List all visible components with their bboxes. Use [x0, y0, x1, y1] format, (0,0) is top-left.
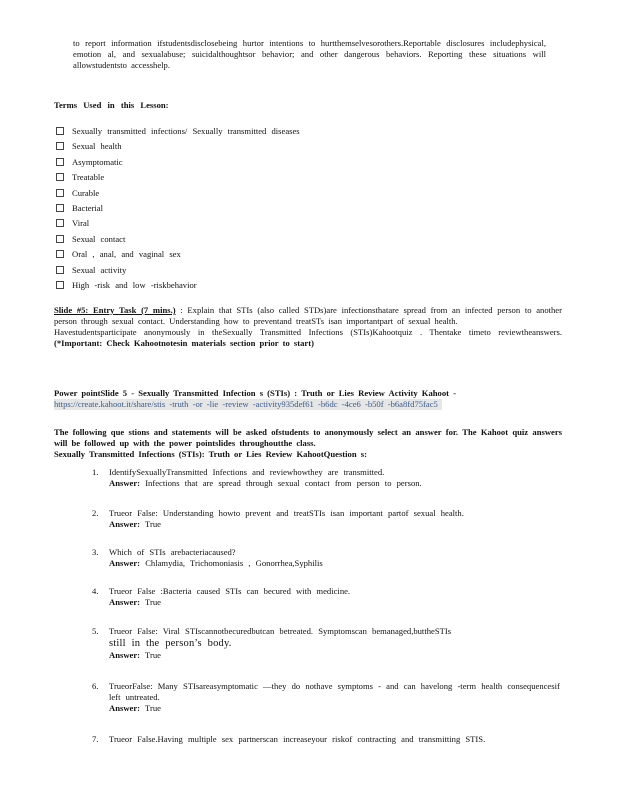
question-item [92, 681, 562, 734]
question-number: 6. [92, 681, 99, 691]
slide5-participate: Havestudentsparticipate anonymously in theSexually Transmitted Infections (STIs)Kahootquiz . Thentake timeto reviewtheanswers. [54, 327, 562, 337]
terms-heading: Terms Used in this Lesson: [54, 100, 169, 110]
question-number: 4. [92, 586, 99, 596]
question-text: Which of STIs arebacteriacaused? [109, 547, 236, 557]
slide5-section [54, 305, 562, 349]
list-item: Bacterial [56, 201, 300, 216]
checkbox-bullet-icon [56, 204, 64, 212]
answer-label: Answer: [109, 650, 141, 660]
answer-label: Answer: [109, 519, 141, 529]
question-item [92, 467, 562, 508]
answer-label: Answer: [109, 478, 141, 488]
list-item: Sexually transmitted infections/ Sexually transmitted diseases [56, 124, 300, 139]
question-number: 1. [92, 467, 99, 477]
intro-paragraph: to report information ifstudentsdisclosebeing hurtor intentions to hurtthemselvesorothers.Reportable disclosures includephysical, emotion al, and sexualabuse; suicidalthoughtsor behavior; and other dangerous behaviors. Reporting these situations will allowstudentsto accesshelp. [73, 38, 546, 70]
kahoot-title: Sexually Transmitted Infections (STIs): Truth or Lies Review KahootQuestion s: [54, 449, 367, 459]
list-item: Sexual activity [56, 263, 300, 278]
kahoot-section [54, 427, 562, 460]
answer-text: True [145, 597, 161, 607]
list-item: High -risk and low -riskbehavior [56, 278, 300, 293]
powerpoint-section [54, 388, 562, 410]
terms-list [56, 124, 300, 293]
checkbox-bullet-icon [56, 266, 64, 274]
answer-text: True [145, 650, 161, 660]
list-item: Curable [56, 186, 300, 201]
answer-text: Chlamydia, Trichomoniasis , Gonorrhea,Syphilis [145, 558, 323, 568]
question-number: 5. [92, 626, 99, 636]
list-item: Treatable [56, 170, 300, 185]
powerpoint-title: Power pointSlide 5 - Sexually Transmitted Infection s (STIs) : Truth or Lies Review Activity Kahoot - [54, 388, 457, 398]
question-item [92, 586, 562, 626]
question-item [92, 547, 562, 586]
question-text: Trueor False: Viral STIscannotbecuredbutcan betreated. Symptomscan bemanaged,buttheSTIs [109, 626, 452, 636]
answer-label: Answer: [109, 703, 141, 713]
kahoot-link[interactable]: https://create.kahoot.it/share/stis -truth -or -lie -review -activity935def61 -b6dc -4ce6 -b50f -b6a8fd75fac5 [54, 399, 442, 410]
answer-label: Answer: [109, 558, 141, 568]
question-text-continued: still in the person’s body. [109, 638, 232, 649]
question-text: TrueorFalse: Many STIsareasymptomatic —they do nothave symptoms - and can havelong -term health consequencesif left untreated. [109, 681, 560, 702]
kahoot-intro: The following que stions and statements will be asked ofstudents to anonymously select an answer for. The Kahoot quiz answers will be followed up with the power pointslides throughoutthe class. [54, 427, 562, 448]
question-item [92, 626, 562, 681]
checkbox-bullet-icon [56, 235, 64, 243]
checkbox-bullet-icon [56, 173, 64, 181]
question-text: IdentifySexuallyTransmitted Infections and reviewhowthey are transmitted. [109, 467, 385, 477]
answer-label: Answer: [109, 597, 141, 607]
checkbox-bullet-icon [56, 158, 64, 166]
question-item [92, 508, 562, 547]
checkbox-bullet-icon [56, 281, 64, 289]
checkbox-bullet-icon [56, 219, 64, 227]
question-number: 7. [92, 734, 99, 744]
question-text: Trueor False.Having multiple sex partnerscan increaseyour riskof contracting and transmitting STIS. [109, 734, 486, 744]
slide5-label: Slide #5: Entry Task (7 mins.) [54, 305, 176, 315]
checkbox-bullet-icon [56, 189, 64, 197]
question-item [92, 734, 562, 745]
list-item: Viral [56, 216, 300, 231]
question-text: Trueor False: Understanding howto prevent and treatSTIs isan important partof sexual health. [109, 508, 464, 518]
list-item: Sexual contact [56, 232, 300, 247]
checkbox-bullet-icon [56, 142, 64, 150]
list-item: Oral , anal, and vaginal sex [56, 247, 300, 262]
list-item: Sexual health [56, 139, 300, 154]
list-item: Asymptomatic [56, 155, 300, 170]
question-number: 3. [92, 547, 99, 557]
answer-text: True [145, 519, 161, 529]
slide5-important-note: (*Important: Check Kahootnotesin materials section prior to start) [54, 338, 314, 348]
question-text: Trueor False :Bacteria caused STIs can becured with medicine. [109, 586, 351, 596]
answer-text: Infections that are spread through sexual contact from person to person. [145, 478, 422, 488]
checkbox-bullet-icon [56, 250, 64, 258]
questions-list [92, 467, 562, 745]
answer-text: True [145, 703, 161, 713]
slide5-text: : Explain that STIs (also called STDs)are infectionsthatare spread from an infected person to another person through sexual contact. Understanding how to preventand treatSTs isan importantpart of sexual health. [54, 305, 562, 326]
question-number: 2. [92, 508, 99, 518]
checkbox-bullet-icon [56, 127, 64, 135]
